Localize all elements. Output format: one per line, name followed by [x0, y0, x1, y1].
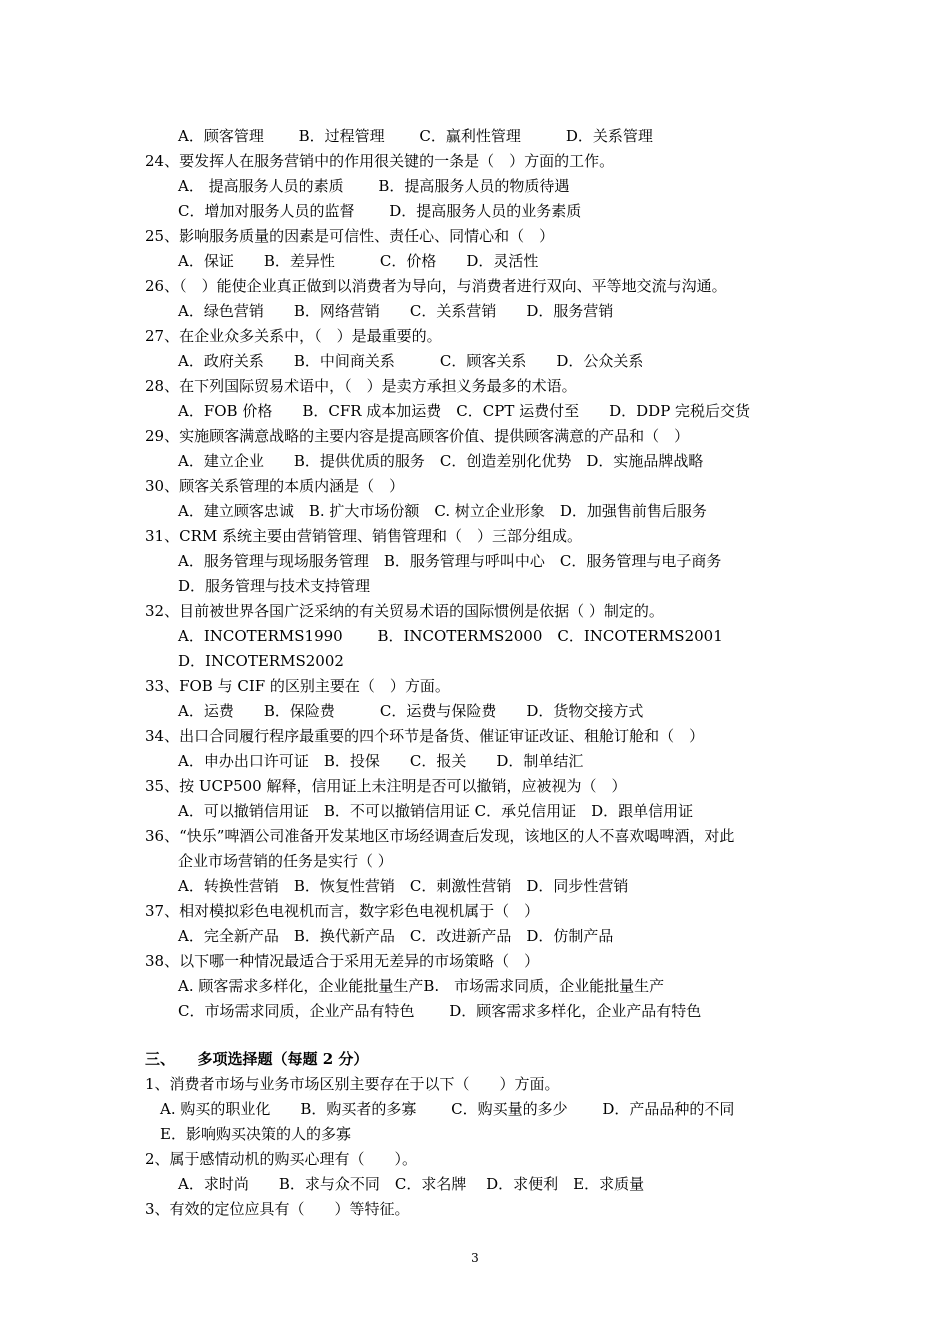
option-line: C．市场需求同质，企业产品有特色 D．顾客需求多样化，企业产品有特色: [178, 1002, 702, 1020]
question-line: 32、目前被世界各国广泛采纳的有关贸易术语的国际惯例是依据（ ）制定的。: [145, 602, 664, 620]
option-line: A．完全新产品 B．换代新产品 C．改进新产品 D．仿制产品: [178, 927, 614, 945]
option-line: D．服务管理与技术支持管理: [178, 577, 371, 595]
option-line: 企业市场营销的任务是实行（ ）: [178, 852, 393, 870]
option-line: A．绿色营销 B．网络营销 C．关系营销 D．服务营销: [178, 302, 614, 320]
question-line: 36、“快乐”啤酒公司准备开发某地区市场经调查后发现，该地区的人不喜欢喝啤酒，对此: [145, 827, 735, 845]
question-line: 30、顾客关系管理的本质内涵是（ ）: [145, 477, 405, 495]
question-line: 25、影响服务质量的因素是可信性、责任心、同情心和（ ）: [145, 227, 555, 245]
option-line: A．政府关系 B．中间商关系 C．顾客关系 D．公众关系: [178, 352, 644, 370]
option-line: A．FOB 价格 B．CFR 成本加运费 C．CPT 运费付至 D．DDP 完税后交货: [178, 402, 751, 420]
option-line: A．顾客管理 B．过程管理 C．赢利性管理 D．关系管理: [178, 127, 653, 145]
option-line: C．增加对服务人员的监督 D．提高服务人员的业务素质: [178, 202, 582, 220]
question-line: 33、FOB 与 CIF 的区别主要在（ ）方面。: [145, 677, 450, 695]
question-line: 35、按 UCP500 解释，信用证上未注明是否可以撤销，应被视为（ ）: [145, 777, 627, 795]
option-line: A. 购买的职业化 B．购买者的多寡 C．购买量的多少 D．产品品种的不同: [160, 1100, 735, 1118]
page-number: 3: [471, 1251, 479, 1265]
option-line: A．建立顾客忠诚 B. 扩大市场份额 C. 树立企业形象 D．加强售前售后服务: [178, 502, 707, 520]
question-line: 1、消费者市场与业务市场区别主要存在于以下（ ）方面。: [145, 1075, 560, 1093]
question-line: 37、相对模拟彩色电视机而言，数字彩色电视机属于（ ）: [145, 902, 540, 920]
option-line: A．可以撤销信用证 B．不可以撤销信用证 C．承兑信用证 D．跟单信用证: [178, 802, 694, 820]
option-line: A．服务管理与现场服务管理 B．服务管理与呼叫中心 C．服务管理与电子商务: [178, 552, 722, 570]
option-line: A. 顾客需求多样化，企业能批量生产B. 市场需求同质，企业能批量生产: [178, 977, 665, 995]
question-line: 27、在企业众多关系中，（ ）是最重要的。: [145, 327, 442, 345]
question-line: 26、（ ）能使企业真正做到以消费者为导向，与消费者进行双向、平等地交流与沟通。: [145, 277, 727, 295]
option-line: A．转换性营销 B．恢复性营销 C．刺激性营销 D．同步性营销: [178, 877, 629, 895]
question-line: 28、在下列国际贸易术语中，（ ）是卖方承担义务最多的术语。: [145, 377, 577, 395]
option-line: A．保证 B．差异性 C．价格 D．灵活性: [178, 252, 539, 270]
option-line: A．建立企业 B．提供优质的服务 C．创造差别化优势 D．实施品牌战略: [178, 452, 704, 470]
question-line: 2、属于感情动机的购买心理有（ ）。: [145, 1150, 418, 1168]
option-line: A．求时尚 B．求与众不同 C．求名牌 D．求便利 E．求质量: [178, 1175, 645, 1193]
question-line: 3、有效的定位应具有（ ）等特征。: [145, 1200, 410, 1218]
section-heading: 三、 多项选择题（每题 2 分）: [145, 1050, 369, 1068]
question-line: 31、CRM 系统主要由营销管理、销售管理和（ ）三部分组成。: [145, 527, 582, 545]
question-line: 34、出口合同履行程序最重要的四个环节是备货、催证审证改证、租舱订舱和（ ）: [145, 727, 705, 745]
option-line: E．影响购买决策的人的多寡: [160, 1125, 351, 1143]
question-line: 29、实施顾客满意战略的主要内容是提高顾客价值、提供顾客满意的产品和（ ）: [145, 427, 690, 445]
option-line: A．运费 B．保险费 C．运费与保险费 D．货物交接方式: [178, 702, 644, 720]
question-line: 38、以下哪一种情况最适合于采用无差异的市场策略（ ）: [145, 952, 540, 970]
option-line: A．INCOTERMS1990 B．INCOTERMS2000 C．INCOTERMS2001: [178, 627, 723, 645]
option-line: A．申办出口许可证 B．投保 C．报关 D．制单结汇: [178, 752, 584, 770]
option-line: D．INCOTERMS2002: [178, 652, 344, 670]
option-line: A． 提高服务人员的素质 B．提高服务人员的物质待遇: [178, 177, 570, 195]
question-line: 24、要发挥人在服务营销中的作用很关键的一条是（ ）方面的工作。: [145, 152, 615, 170]
